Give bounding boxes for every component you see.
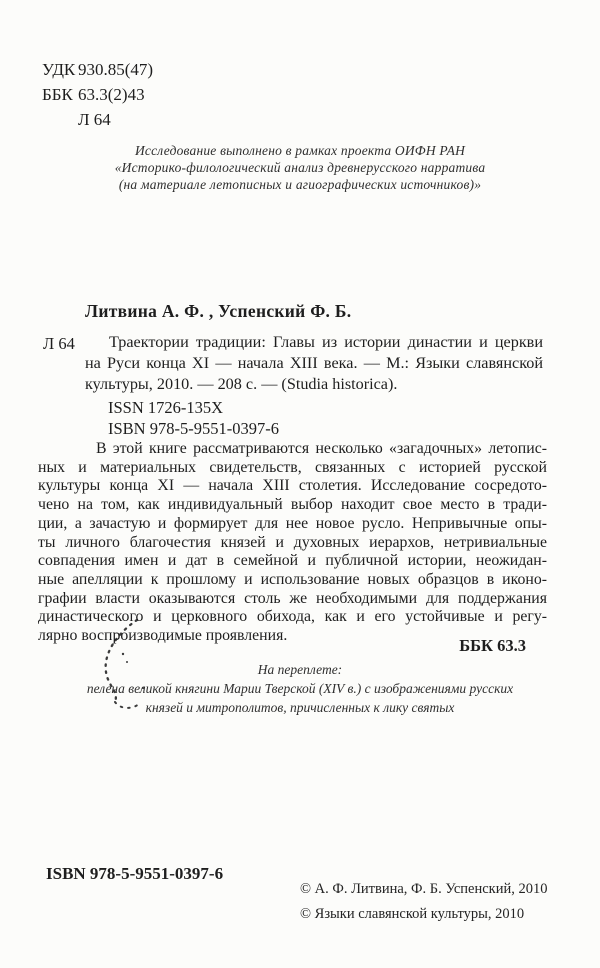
annotation-line: лярно воспроизводимые проявления.	[38, 627, 288, 645]
annotation-line: ные апелляции к прошлому и использование новых образцов в иконо-	[38, 570, 547, 588]
copyright-block	[300, 877, 548, 926]
book-sign-row	[42, 107, 153, 132]
catalog-entry-line: на Руси конца XI — начала XIII века. — М.: Языки славянской	[85, 353, 543, 372]
annotation-line: культуры конца XI — начала XIII столетия. Исследование сосредото-	[38, 477, 547, 495]
project-note	[0, 143, 600, 193]
project-note-line: «Историко-филологический анализ древнерусского нарратива	[114, 159, 486, 175]
project-note-line: Исследование выполнено в рамках проекта ОИФН РАН	[134, 143, 466, 158]
issn-isbn-block	[108, 397, 279, 439]
annotation-line: династического и церковного обихода, как и его устойчивые и регу-	[38, 608, 547, 626]
footer-isbn: ISBN 978-5-9551-0397-6	[46, 864, 224, 883]
udk-label: УДК	[42, 60, 76, 79]
annotation-paragraph	[38, 440, 547, 646]
copyright-publisher: © Языки славянской культуры, 2010	[300, 905, 525, 922]
annotation-line: графии власти оказываются столь же необходимыми для поддержания	[38, 589, 547, 607]
udk-value: 930.85(47)	[78, 60, 154, 79]
cover-note-line: князей и митрополитов, причисленных к лику святых	[145, 699, 455, 715]
copyright-authors: © А. Ф. Литвина, Ф. Б. Успенский, 2010	[300, 881, 548, 897]
book-sign: Л 64	[78, 110, 111, 129]
cover-note-title: На переплете:	[257, 662, 343, 677]
cover-note-line: пелена великой княгини Марии Тверской (XIV в.) с изображениями русских	[86, 680, 514, 696]
annotation-line: чено на том, как индивидуальный выбор находит свое место в тради-	[38, 496, 547, 514]
issn-line: ISSN 1726-135X	[108, 398, 224, 417]
bbk-reference: ББК 63.3	[459, 636, 526, 655]
catalog-entry-line: культуры, 2010. — 208 с. — (Studia historica).	[85, 374, 398, 393]
cover-note	[0, 661, 600, 717]
catalog-entry-line: Траектории традиции: Главы из истории династии и церкви	[109, 333, 543, 351]
authors-line: Литвина А. Ф. , Успенский Ф. Б.	[85, 301, 352, 321]
project-note-line: (на материале летописных и агиографических источников)»	[118, 176, 482, 192]
bbk-row	[42, 82, 153, 107]
annotation-line: В этой книге рассматриваются несколько «загадочных» летопис-	[96, 440, 547, 457]
udk-row	[42, 57, 153, 82]
classification-block	[42, 57, 153, 132]
annotation-line: ных и материальных свидетельств, связанных с историей русской	[38, 458, 547, 476]
annotation-line: ты личного благочестия князей и духовных иерархов, нетривиальные	[38, 533, 547, 551]
catalog-entry	[85, 332, 543, 394]
annotation-line: ции, а зачастую и формирует для нее новое русло. Непривычные опы-	[38, 514, 547, 532]
isbn-line: ISBN 978-5-9551-0397-6	[108, 419, 279, 438]
annotation-line: совпадения имен и дат в семейной и публичной истории, неожидан-	[38, 552, 547, 570]
bbk-label: ББК	[42, 85, 73, 104]
bbk-value: 63.3(2)43	[78, 85, 145, 104]
catalog-sign: Л 64	[43, 334, 75, 353]
